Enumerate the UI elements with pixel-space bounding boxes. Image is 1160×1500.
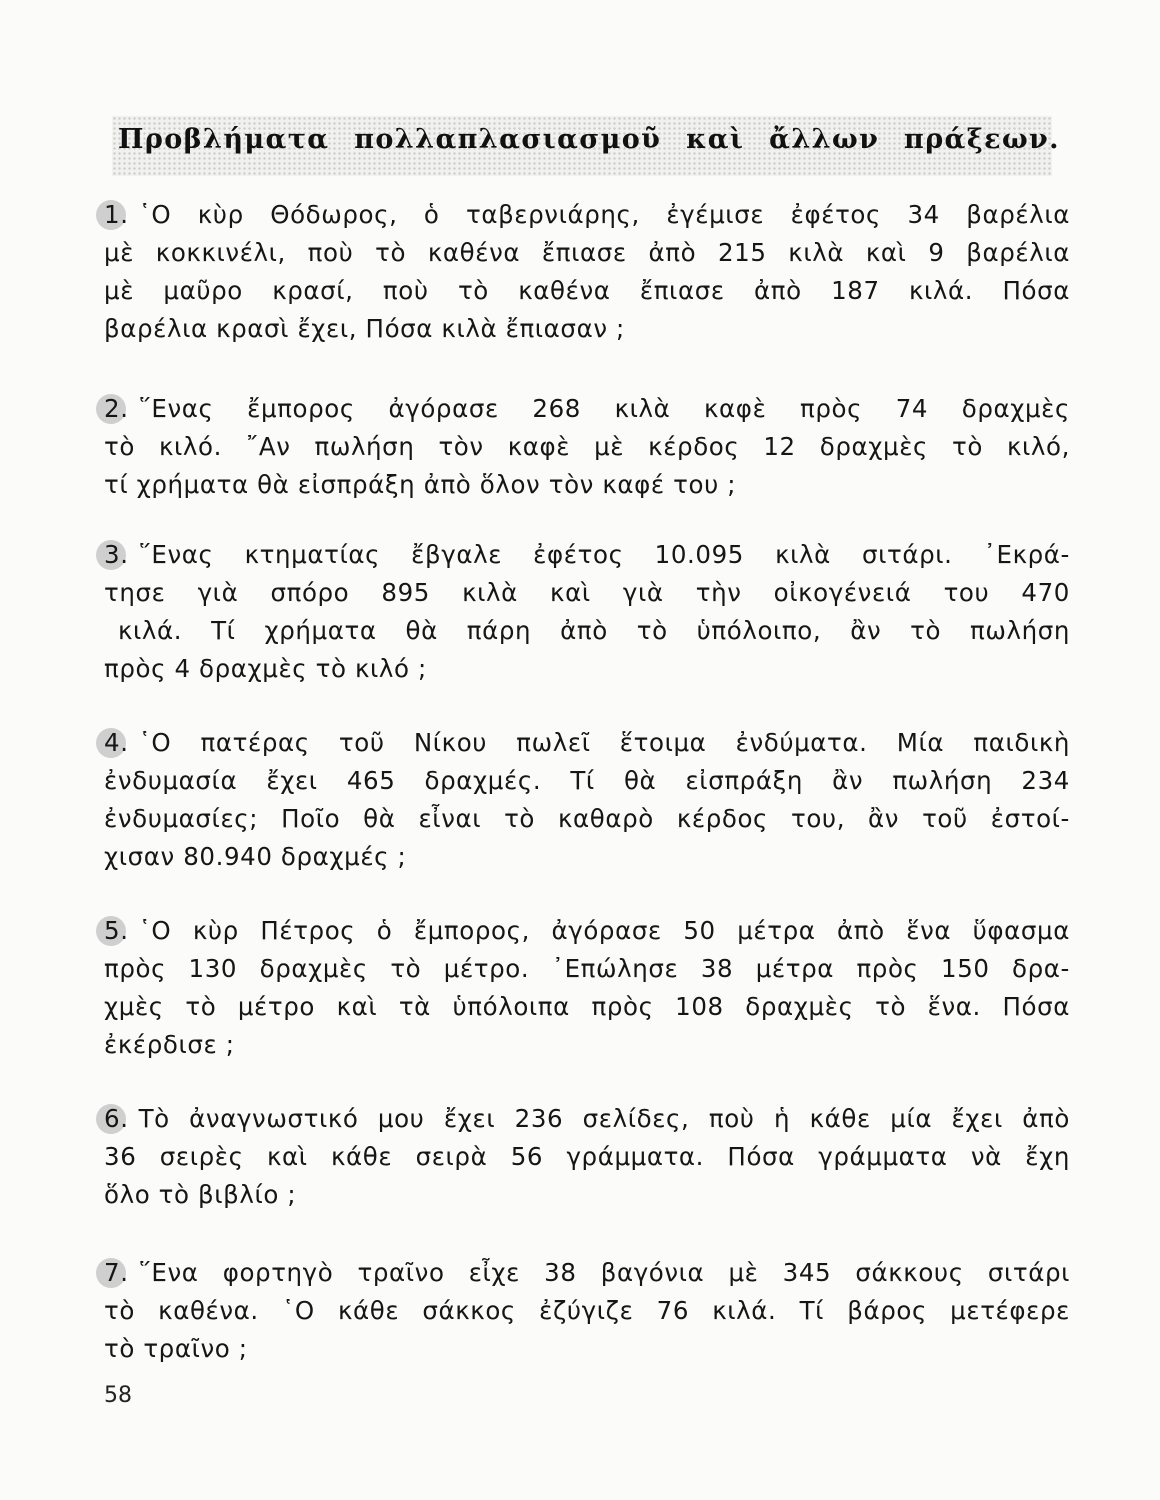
problem-number: 5. [104,912,129,950]
problem-number: 4. [104,724,129,762]
page-title: Προβλήματα πολλαπλασιασμοῦ καὶ ἄλλων πράξεων. [118,124,1060,155]
page-number: 58 [104,1383,132,1408]
problem-line: βαρέλια κρασὶ ἔχει, Πόσα κιλὰ ἔπιασαν ; [104,314,625,343]
problem-text: ῞Ενα φορτηγὸ τραῖνο εἶχε 38 βαγόνια μὲ 345 σάκκους σιτάρι [138,1258,1070,1287]
problem-line: 36 σειρὲς καὶ κάθε σειρὰ 56 γράμματα. Πόσα γράμματα νὰ ἔχη [104,1142,1070,1171]
problem-text: ῾Ο κὺρ Θόδωρος, ὁ ταβερνιάρης, ἐγέμισε ἐφέτος 34 βαρέλια [138,200,1070,229]
problem-line: ὅλο τὸ βιβλίο ; [104,1180,297,1209]
problem-number: 6. [104,1100,129,1138]
problem-line: τησε γιὰ σπόρο 895 κιλὰ καὶ γιὰ τὴν οἰκογένειά του 470 [104,578,1070,607]
problem-line [104,1254,1070,1292]
problem-line [104,390,1070,428]
problem-5 [104,912,1070,1064]
problem-text: ῾Ο πατέρας τοῦ Νίκου πωλεῖ ἕτοιμα ἐνδύματα. Μία παιδικὴ [138,728,1070,757]
problem-line: πρὸς 4 δραχμὲς τὸ κιλό ; [104,654,427,683]
problem-line [104,1100,1070,1138]
problem-7 [104,1254,1070,1368]
problem-line: ἐνδυμασία ἔχει 465 δραχμές. Τί θὰ εἰσπράξη ἂν πωλήση 234 [104,766,1070,795]
problem-line [104,196,1070,234]
problem-number: 2. [104,390,129,428]
problem-line: ἐκέρδισε ; [104,1030,235,1059]
problem-line: κιλά. Τί χρήματα θὰ πάρη ἀπὸ τὸ ὑπόλοιπο, ἂν τὸ πωλήση [118,616,1070,645]
problem-line: ἐνδυμασίες; Ποῖο θὰ εἶναι τὸ καθαρὸ κέρδος του, ἂν τοῦ ἐστοί- [104,804,1070,833]
problem-text: ῞Ενας κτηματίας ἔβγαλε ἐφέτος 10.095 κιλὰ σιτάρι. ᾿Εκρά- [138,540,1070,569]
problem-1 [104,196,1070,348]
problem-6 [104,1100,1070,1214]
problem-4 [104,724,1070,876]
problem-3 [104,536,1070,688]
problem-line [104,536,1070,574]
problem-number: 7. [104,1254,129,1292]
problem-line: τὸ κιλό. ῎Αν πωλήση τὸν καφὲ μὲ κέρδος 12 δραχμὲς τὸ κιλό, [104,432,1070,461]
problem-text: ῞Ενας ἔμπορος ἀγόρασε 268 κιλὰ καφὲ πρὸς 74 δραχμὲς [138,394,1070,423]
problem-line: τὸ τραῖνο ; [104,1334,248,1363]
problem-line: πρὸς 130 δραχμὲς τὸ μέτρο. ᾿Επώλησε 38 μέτρα πρὸς 150 δρα- [104,954,1070,983]
problem-2 [104,390,1070,504]
problem-number: 3. [104,536,129,574]
problem-number: 1. [104,196,129,234]
problem-text: ῾Ο κὺρ Πέτρος ὁ ἔμπορος, ἀγόρασε 50 μέτρα ἀπὸ ἕνα ὕφασμα [138,916,1070,945]
problem-text: Τὸ ἀναγνωστικό μου ἔχει 236 σελίδες, ποὺ ἡ κάθε μία ἔχει ἀπὸ [138,1104,1070,1133]
problem-line [104,912,1070,950]
problem-line [104,724,1070,762]
problem-line: μὲ μαῦρο κρασί, ποὺ τὸ καθένα ἔπιασε ἀπὸ 187 κιλά. Πόσα [104,276,1070,305]
problem-line: χμὲς τὸ μέτρο καὶ τὰ ὑπόλοιπα πρὸς 108 δραχμὲς τὸ ἕνα. Πόσα [104,992,1070,1021]
problem-line: τὸ καθένα. ῾Ο κάθε σάκκος ἐζύγιζε 76 κιλά. Τί βάρος μετέφερε [104,1296,1070,1325]
problem-line: μὲ κοκκινέλι, ποὺ τὸ καθένα ἔπιασε ἀπὸ 215 κιλὰ καὶ 9 βαρέλια [104,238,1070,267]
problem-line: χισαν 80.940 δραχμές ; [104,842,407,871]
problem-line: τί χρήματα θὰ εἰσπράξη ἀπὸ ὅλον τὸν καφέ του ; [104,470,737,499]
